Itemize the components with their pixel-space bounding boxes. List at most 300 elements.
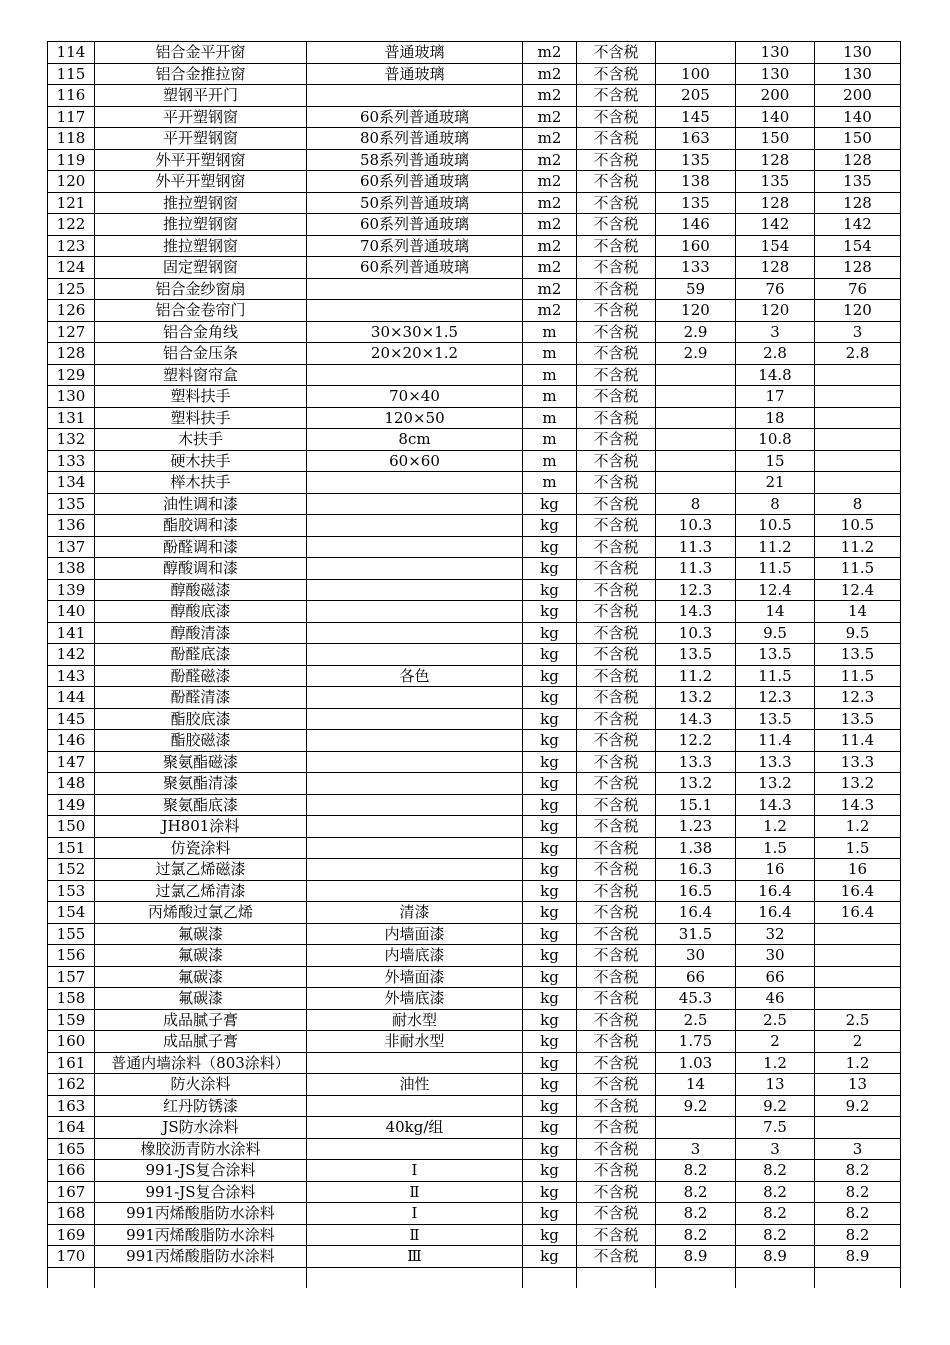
row-number-cell: 134 xyxy=(48,472,95,494)
specification-cell: 80系列普通玻璃 xyxy=(307,128,523,150)
table-row xyxy=(48,321,901,343)
tax-note-cell: 不含税 xyxy=(577,493,656,515)
item-name-cell: 氟碳漆 xyxy=(95,923,307,945)
price-c-cell: 128 xyxy=(815,149,901,171)
price-c-cell: 9.2 xyxy=(815,1095,901,1117)
price-b-cell: 200 xyxy=(736,85,815,107)
empty-cell xyxy=(523,1267,577,1288)
tax-note-cell: 不含税 xyxy=(577,1224,656,1246)
specification-cell xyxy=(307,601,523,623)
price-c-cell: 2.5 xyxy=(815,1009,901,1031)
row-number-cell: 145 xyxy=(48,708,95,730)
specification-cell: 外墙面漆 xyxy=(307,966,523,988)
row-number-cell: 132 xyxy=(48,429,95,451)
price-a-cell xyxy=(656,1117,736,1139)
unit-cell: kg xyxy=(523,773,577,795)
price-a-cell: 13.3 xyxy=(656,751,736,773)
tax-note-cell: 不含税 xyxy=(577,343,656,365)
table-row xyxy=(48,278,901,300)
table-row xyxy=(48,429,901,451)
price-c-cell: 200 xyxy=(815,85,901,107)
specification-cell: 30×30×1.5 xyxy=(307,321,523,343)
price-a-cell: 1.03 xyxy=(656,1052,736,1074)
row-number-cell: 117 xyxy=(48,106,95,128)
item-name-cell: 酯胶底漆 xyxy=(95,708,307,730)
table-row xyxy=(48,42,901,64)
table-row xyxy=(48,902,901,924)
price-a-cell: 15.1 xyxy=(656,794,736,816)
item-name-cell: 酯胶磁漆 xyxy=(95,730,307,752)
price-a-cell: 10.3 xyxy=(656,622,736,644)
specification-cell xyxy=(307,794,523,816)
row-number-cell: 123 xyxy=(48,235,95,257)
specification-cell: 50系列普通玻璃 xyxy=(307,192,523,214)
row-number-cell: 127 xyxy=(48,321,95,343)
item-name-cell: 氟碳漆 xyxy=(95,988,307,1010)
price-b-cell: 30 xyxy=(736,945,815,967)
price-a-cell: 14.3 xyxy=(656,601,736,623)
unit-cell: m2 xyxy=(523,278,577,300)
item-name-cell: 氟碳漆 xyxy=(95,966,307,988)
price-c-cell: 16.4 xyxy=(815,902,901,924)
unit-cell: kg xyxy=(523,730,577,752)
price-a-cell: 16.4 xyxy=(656,902,736,924)
row-number-cell: 153 xyxy=(48,880,95,902)
item-name-cell: 991-JS复合涂料 xyxy=(95,1181,307,1203)
price-c-cell: 12.3 xyxy=(815,687,901,709)
price-b-cell: 13.5 xyxy=(736,644,815,666)
specification-cell: 油性 xyxy=(307,1074,523,1096)
price-a-cell: 8 xyxy=(656,493,736,515)
unit-cell: kg xyxy=(523,579,577,601)
item-name-cell: 木扶手 xyxy=(95,429,307,451)
unit-cell: m xyxy=(523,386,577,408)
price-c-cell: 8.2 xyxy=(815,1203,901,1225)
table-row xyxy=(48,149,901,171)
price-a-cell xyxy=(656,450,736,472)
price-b-cell: 1.2 xyxy=(736,816,815,838)
unit-cell: kg xyxy=(523,880,577,902)
specification-cell: 20×20×1.2 xyxy=(307,343,523,365)
item-name-cell: 固定塑钢窗 xyxy=(95,257,307,279)
table-row xyxy=(48,794,901,816)
unit-cell: kg xyxy=(523,1160,577,1182)
price-a-cell: 146 xyxy=(656,214,736,236)
specification-cell xyxy=(307,85,523,107)
item-name-cell: 推拉塑钢窗 xyxy=(95,192,307,214)
specification-cell xyxy=(307,816,523,838)
price-b-cell: 8.2 xyxy=(736,1181,815,1203)
item-name-cell: 推拉塑钢窗 xyxy=(95,214,307,236)
unit-cell: m xyxy=(523,450,577,472)
tax-note-cell: 不含税 xyxy=(577,816,656,838)
price-b-cell: 11.2 xyxy=(736,536,815,558)
tax-note-cell: 不含税 xyxy=(577,859,656,881)
item-name-cell: 橡胶沥青防水涂料 xyxy=(95,1138,307,1160)
price-a-cell: 1.75 xyxy=(656,1031,736,1053)
tax-note-cell: 不含税 xyxy=(577,278,656,300)
row-number-cell: 143 xyxy=(48,665,95,687)
item-name-cell: 醇酸底漆 xyxy=(95,601,307,623)
tax-note-cell: 不含税 xyxy=(577,257,656,279)
unit-cell: m2 xyxy=(523,128,577,150)
item-name-cell: 醇酸清漆 xyxy=(95,622,307,644)
empty-cell xyxy=(48,1267,95,1288)
row-number-cell: 141 xyxy=(48,622,95,644)
item-name-cell: 酚醛底漆 xyxy=(95,644,307,666)
row-number-cell: 121 xyxy=(48,192,95,214)
unit-cell: kg xyxy=(523,1074,577,1096)
table-row xyxy=(48,665,901,687)
price-a-cell: 145 xyxy=(656,106,736,128)
table-row xyxy=(48,622,901,644)
table-row xyxy=(48,1031,901,1053)
price-c-cell xyxy=(815,472,901,494)
price-c-cell: 11.5 xyxy=(815,558,901,580)
price-c-cell: 2.8 xyxy=(815,343,901,365)
item-name-cell: 铝合金推拉窗 xyxy=(95,63,307,85)
price-a-cell: 13.2 xyxy=(656,773,736,795)
price-a-cell: 135 xyxy=(656,149,736,171)
unit-cell: kg xyxy=(523,837,577,859)
price-a-cell: 8.2 xyxy=(656,1224,736,1246)
price-a-cell: 8.2 xyxy=(656,1160,736,1182)
tax-note-cell: 不含税 xyxy=(577,665,656,687)
tax-note-cell: 不含税 xyxy=(577,687,656,709)
specification-cell xyxy=(307,622,523,644)
price-c-cell: 76 xyxy=(815,278,901,300)
specification-cell xyxy=(307,536,523,558)
price-b-cell: 3 xyxy=(736,321,815,343)
tax-note-cell: 不含税 xyxy=(577,1181,656,1203)
price-b-cell: 8 xyxy=(736,493,815,515)
tax-note-cell: 不含税 xyxy=(577,945,656,967)
item-name-cell: 酚醛清漆 xyxy=(95,687,307,709)
price-c-cell: 8.2 xyxy=(815,1160,901,1182)
unit-cell: kg xyxy=(523,493,577,515)
price-c-cell: 11.4 xyxy=(815,730,901,752)
table-row xyxy=(48,773,901,795)
unit-cell: m2 xyxy=(523,214,577,236)
item-name-cell: 推拉塑钢窗 xyxy=(95,235,307,257)
item-name-cell: 红丹防锈漆 xyxy=(95,1095,307,1117)
row-number-cell: 135 xyxy=(48,493,95,515)
specification-cell xyxy=(307,644,523,666)
unit-cell: m xyxy=(523,407,577,429)
table-row xyxy=(48,859,901,881)
tax-note-cell: 不含税 xyxy=(577,837,656,859)
price-b-cell: 13 xyxy=(736,1074,815,1096)
specification-cell: 60系列普通玻璃 xyxy=(307,257,523,279)
price-c-cell: 13 xyxy=(815,1074,901,1096)
price-a-cell: 120 xyxy=(656,300,736,322)
price-a-cell xyxy=(656,407,736,429)
unit-cell: m2 xyxy=(523,85,577,107)
row-number-cell: 165 xyxy=(48,1138,95,1160)
price-b-cell: 32 xyxy=(736,923,815,945)
specification-cell xyxy=(307,579,523,601)
unit-cell: kg xyxy=(523,966,577,988)
unit-cell: kg xyxy=(523,1095,577,1117)
specification-cell: 普通玻璃 xyxy=(307,42,523,64)
price-c-cell: 1.2 xyxy=(815,1052,901,1074)
unit-cell: kg xyxy=(523,1052,577,1074)
price-b-cell: 3 xyxy=(736,1138,815,1160)
specification-cell: 8cm xyxy=(307,429,523,451)
table-row xyxy=(48,730,901,752)
empty-cell xyxy=(95,1267,307,1288)
price-b-cell: 11.5 xyxy=(736,558,815,580)
price-b-cell: 150 xyxy=(736,128,815,150)
row-number-cell: 114 xyxy=(48,42,95,64)
price-c-cell: 13.5 xyxy=(815,644,901,666)
price-a-cell: 12.2 xyxy=(656,730,736,752)
price-c-cell: 16 xyxy=(815,859,901,881)
unit-cell: kg xyxy=(523,859,577,881)
table-row xyxy=(48,128,901,150)
tax-note-cell: 不含税 xyxy=(577,1052,656,1074)
row-number-cell: 133 xyxy=(48,450,95,472)
price-c-cell: 9.5 xyxy=(815,622,901,644)
unit-cell: kg xyxy=(523,1117,577,1139)
unit-cell: m2 xyxy=(523,171,577,193)
row-number-cell: 116 xyxy=(48,85,95,107)
item-name-cell: 成品腻子膏 xyxy=(95,1031,307,1053)
table-row xyxy=(48,472,901,494)
price-a-cell: 160 xyxy=(656,235,736,257)
price-c-cell: 3 xyxy=(815,321,901,343)
row-number-cell: 158 xyxy=(48,988,95,1010)
tax-note-cell: 不含税 xyxy=(577,515,656,537)
row-number-cell: 154 xyxy=(48,902,95,924)
tax-note-cell: 不含税 xyxy=(577,708,656,730)
specification-cell: 内墙面漆 xyxy=(307,923,523,945)
tax-note-cell: 不含税 xyxy=(577,42,656,64)
price-b-cell: 8.2 xyxy=(736,1160,815,1182)
specification-cell: 60系列普通玻璃 xyxy=(307,171,523,193)
row-number-cell: 142 xyxy=(48,644,95,666)
price-b-cell: 120 xyxy=(736,300,815,322)
tax-note-cell: 不含税 xyxy=(577,407,656,429)
specification-cell: 各色 xyxy=(307,665,523,687)
table-row xyxy=(48,493,901,515)
price-c-cell: 8.9 xyxy=(815,1246,901,1268)
unit-cell: m2 xyxy=(523,106,577,128)
row-number-cell: 150 xyxy=(48,816,95,838)
price-b-cell: 130 xyxy=(736,63,815,85)
item-name-cell: 铝合金压条 xyxy=(95,343,307,365)
item-name-cell: JH801涂料 xyxy=(95,816,307,838)
item-name-cell: 铝合金纱窗扇 xyxy=(95,278,307,300)
price-c-cell: 13.5 xyxy=(815,708,901,730)
table-row xyxy=(48,1009,901,1031)
item-name-cell: 铝合金平开窗 xyxy=(95,42,307,64)
table-row xyxy=(48,988,901,1010)
specification-cell: Ⅲ xyxy=(307,1246,523,1268)
unit-cell: kg xyxy=(523,622,577,644)
item-name-cell: 丙烯酸过氯乙烯 xyxy=(95,902,307,924)
price-c-cell: 14.3 xyxy=(815,794,901,816)
price-a-cell: 2.9 xyxy=(656,343,736,365)
price-b-cell: 13.3 xyxy=(736,751,815,773)
table-row xyxy=(48,687,901,709)
row-number-cell: 147 xyxy=(48,751,95,773)
price-b-cell: 10.8 xyxy=(736,429,815,451)
tax-note-cell: 不含税 xyxy=(577,751,656,773)
price-c-cell xyxy=(815,923,901,945)
price-c-cell xyxy=(815,386,901,408)
specification-cell: Ⅰ xyxy=(307,1160,523,1182)
specification-cell xyxy=(307,472,523,494)
price-b-cell: 14 xyxy=(736,601,815,623)
price-a-cell: 12.3 xyxy=(656,579,736,601)
item-name-cell: 塑钢平开门 xyxy=(95,85,307,107)
price-a-cell: 1.38 xyxy=(656,837,736,859)
specification-cell xyxy=(307,515,523,537)
item-name-cell: 平开塑钢窗 xyxy=(95,128,307,150)
price-c-cell: 142 xyxy=(815,214,901,236)
price-a-cell: 8.2 xyxy=(656,1203,736,1225)
table-row xyxy=(48,63,901,85)
price-b-cell: 46 xyxy=(736,988,815,1010)
price-c-cell: 130 xyxy=(815,42,901,64)
table-row xyxy=(48,644,901,666)
price-b-cell: 130 xyxy=(736,42,815,64)
row-number-cell: 118 xyxy=(48,128,95,150)
price-c-cell: 11.2 xyxy=(815,536,901,558)
unit-cell: kg xyxy=(523,1138,577,1160)
unit-cell: m xyxy=(523,472,577,494)
unit-cell: m xyxy=(523,364,577,386)
item-name-cell: 过氯乙烯清漆 xyxy=(95,880,307,902)
table-row xyxy=(48,558,901,580)
price-c-cell: 8 xyxy=(815,493,901,515)
specification-cell xyxy=(307,1052,523,1074)
price-b-cell: 21 xyxy=(736,472,815,494)
item-name-cell: 外平开塑钢窗 xyxy=(95,149,307,171)
price-c-cell: 3 xyxy=(815,1138,901,1160)
tax-note-cell: 不含税 xyxy=(577,1203,656,1225)
specification-cell xyxy=(307,751,523,773)
table-row xyxy=(48,751,901,773)
specification-cell: Ⅱ xyxy=(307,1224,523,1246)
specification-cell xyxy=(307,493,523,515)
table-row xyxy=(48,1117,901,1139)
tax-note-cell: 不含税 xyxy=(577,536,656,558)
row-number-cell: 115 xyxy=(48,63,95,85)
price-c-cell: 11.5 xyxy=(815,665,901,687)
empty-cell xyxy=(656,1267,736,1288)
price-a-cell: 11.3 xyxy=(656,558,736,580)
unit-cell: m2 xyxy=(523,300,577,322)
tax-note-cell: 不含税 xyxy=(577,106,656,128)
table-row xyxy=(48,515,901,537)
tax-note-cell: 不含税 xyxy=(577,1031,656,1053)
price-b-cell: 9.5 xyxy=(736,622,815,644)
row-number-cell: 130 xyxy=(48,386,95,408)
specification-cell xyxy=(307,1138,523,1160)
unit-cell: kg xyxy=(523,1246,577,1268)
price-c-cell: 120 xyxy=(815,300,901,322)
price-b-cell: 10.5 xyxy=(736,515,815,537)
row-number-cell: 131 xyxy=(48,407,95,429)
price-b-cell: 16.4 xyxy=(736,902,815,924)
empty-cell xyxy=(307,1267,523,1288)
table-row xyxy=(48,601,901,623)
unit-cell: m2 xyxy=(523,149,577,171)
item-name-cell: 991丙烯酸脂防水涂料 xyxy=(95,1246,307,1268)
price-a-cell: 14.3 xyxy=(656,708,736,730)
table-row xyxy=(48,407,901,429)
unit-cell: kg xyxy=(523,687,577,709)
item-name-cell: 过氯乙烯磁漆 xyxy=(95,859,307,881)
price-b-cell: 142 xyxy=(736,214,815,236)
table-row xyxy=(48,708,901,730)
unit-cell: kg xyxy=(523,1224,577,1246)
price-c-cell: 2 xyxy=(815,1031,901,1053)
price-b-cell: 12.4 xyxy=(736,579,815,601)
price-a-cell: 14 xyxy=(656,1074,736,1096)
item-name-cell: 991丙烯酸脂防水涂料 xyxy=(95,1224,307,1246)
price-a-cell: 135 xyxy=(656,192,736,214)
price-b-cell: 16.4 xyxy=(736,880,815,902)
unit-cell: kg xyxy=(523,751,577,773)
row-number-cell: 161 xyxy=(48,1052,95,1074)
row-number-cell: 119 xyxy=(48,149,95,171)
tax-note-cell: 不含税 xyxy=(577,386,656,408)
price-a-cell: 10.3 xyxy=(656,515,736,537)
row-number-cell: 144 xyxy=(48,687,95,709)
price-b-cell: 17 xyxy=(736,386,815,408)
empty-cell xyxy=(736,1267,815,1288)
unit-cell: kg xyxy=(523,644,577,666)
specification-cell xyxy=(307,558,523,580)
empty-row xyxy=(48,1267,901,1288)
row-number-cell: 166 xyxy=(48,1160,95,1182)
specification-cell xyxy=(307,687,523,709)
price-b-cell: 8.9 xyxy=(736,1246,815,1268)
specification-cell: 60系列普通玻璃 xyxy=(307,214,523,236)
table-row xyxy=(48,235,901,257)
row-number-cell: 137 xyxy=(48,536,95,558)
price-a-cell: 45.3 xyxy=(656,988,736,1010)
item-name-cell: 聚氨酯底漆 xyxy=(95,794,307,816)
row-number-cell: 156 xyxy=(48,945,95,967)
price-b-cell: 2.5 xyxy=(736,1009,815,1031)
price-a-cell: 30 xyxy=(656,945,736,967)
price-c-cell: 135 xyxy=(815,171,901,193)
unit-cell: kg xyxy=(523,536,577,558)
specification-cell xyxy=(307,364,523,386)
price-a-cell xyxy=(656,364,736,386)
item-name-cell: 成品腻子膏 xyxy=(95,1009,307,1031)
price-c-cell: 12.4 xyxy=(815,579,901,601)
unit-cell: kg xyxy=(523,988,577,1010)
price-c-cell: 1.5 xyxy=(815,837,901,859)
tax-note-cell: 不含税 xyxy=(577,1117,656,1139)
price-c-cell: 128 xyxy=(815,257,901,279)
specification-cell: 清漆 xyxy=(307,902,523,924)
price-a-cell: 3 xyxy=(656,1138,736,1160)
tax-note-cell: 不含税 xyxy=(577,128,656,150)
price-c-cell: 13.3 xyxy=(815,751,901,773)
specification-cell xyxy=(307,859,523,881)
price-b-cell: 16 xyxy=(736,859,815,881)
unit-cell: m xyxy=(523,321,577,343)
item-name-cell: 塑料扶手 xyxy=(95,407,307,429)
item-name-cell: 榉木扶手 xyxy=(95,472,307,494)
row-number-cell: 146 xyxy=(48,730,95,752)
